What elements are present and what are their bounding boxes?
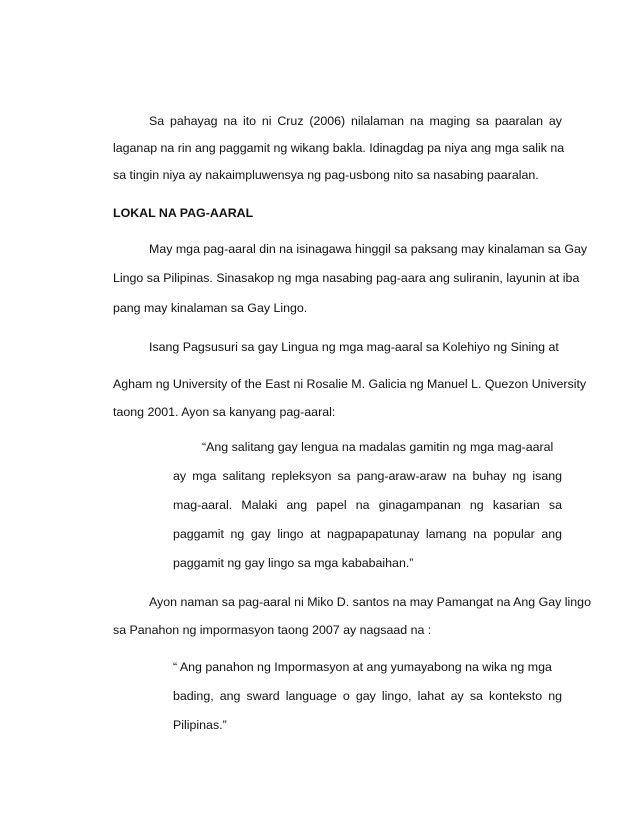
paragraph-line: sa tingin niya ay nakaimpluwensya ng pag-usbong nito sa nasabing paaralan.: [113, 168, 539, 182]
paragraph-line: laganap na rin ang paggamit ng wikang bakla. Idinagdag pa niya ang mga salik na: [113, 141, 565, 155]
block-quote-line: paggamit ng gay lingo at nagpapapatunay lamang na popular ang: [173, 527, 562, 541]
block-quote-line: paggamit ng gay lingo sa mga kababaihan.”: [173, 556, 414, 570]
block-quote-line: “Ang salitang gay lengua na madalas gamitin ng mga mag-aaral: [202, 440, 554, 454]
paragraph-line: Isang Pagsusuri sa gay Lingua ng mga mag-aaral sa Kolehiyo ng Sining at: [149, 340, 559, 354]
paragraph-line: Lingo sa Pilipinas. Sinasakop ng mga nasabing pag-aara ang suliranin, layunin at iba: [113, 271, 580, 285]
section-heading: LOKAL NA PAG-AARAL: [113, 206, 254, 220]
block-quote-line: bading, ang sward language o gay lingo, lahat ay sa konteksto ng: [173, 689, 562, 703]
block-quote-line: ay mga salitang repleksyon sa pang-araw-araw na buhay ng isang: [173, 469, 562, 483]
block-quote-line: mag-aaral. Malaki ang papel na ginagampanan ng kasarian sa: [173, 498, 562, 512]
paragraph-line: taong 2001. Ayon sa kanyang pag-aaral:: [113, 405, 336, 419]
paragraph-line: May mga pag-aaral din na isinagawa hinggil sa paksang may kinalaman sa Gay: [149, 242, 588, 256]
paragraph-line: Ayon naman sa pag-aaral ni Miko D. santos na may Pamangat na Ang Gay lingo: [149, 595, 591, 609]
paragraph-line: sa Panahon ng impormasyon taong 2007 ay nagsaad na :: [113, 623, 432, 637]
block-quote-line: Pilipinas.”: [173, 718, 227, 732]
paragraph-line: Sa pahayag na ito ni Cruz (2006) nilalaman na maging sa paaralan ay: [149, 114, 562, 128]
paragraph-line: pang may kinalaman sa Gay Lingo.: [113, 301, 308, 315]
block-quote-line: “ Ang panahon ng Impormasyon at ang yumayabong na wika ng mga: [173, 660, 552, 674]
paragraph-line: Agham ng University of the East ni Rosalie M. Galicia ng Manuel L. Quezon University: [113, 377, 587, 391]
